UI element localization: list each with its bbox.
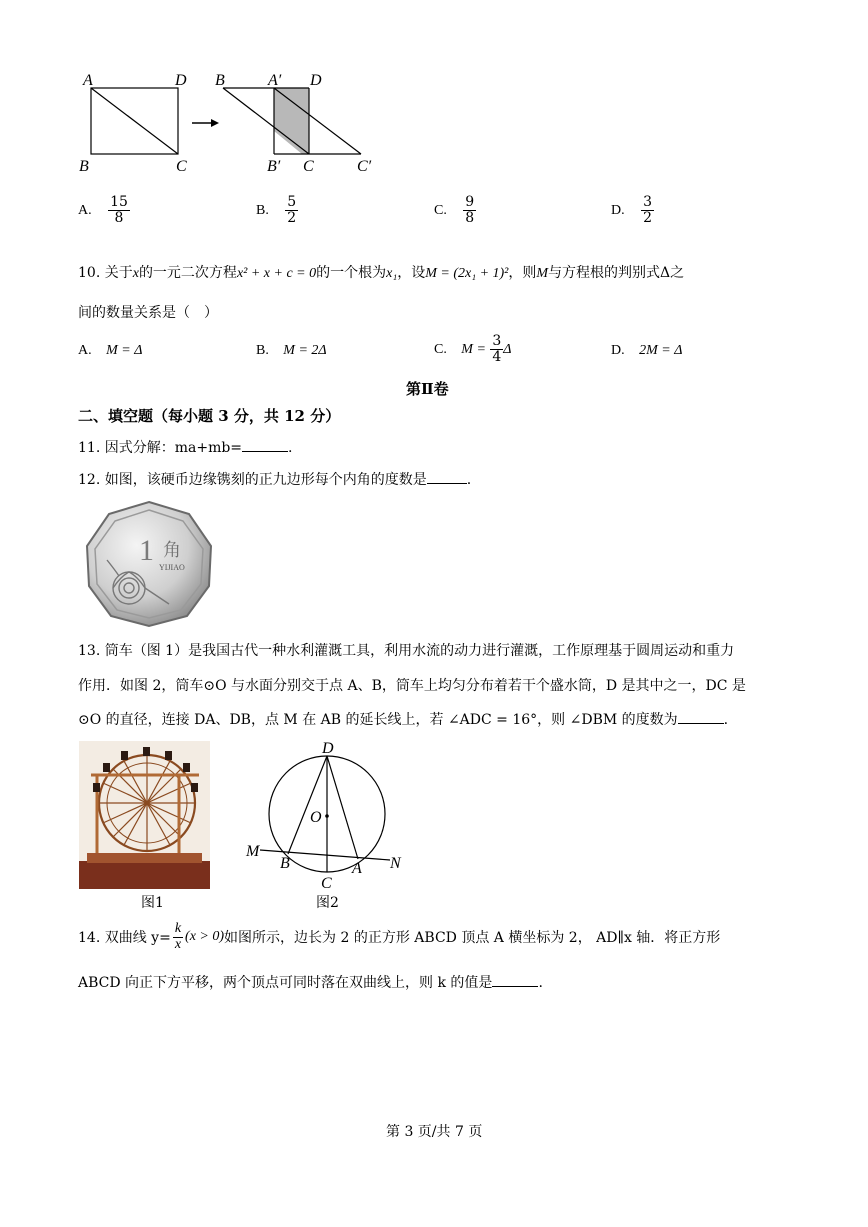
frac-den: 2 bbox=[287, 209, 297, 226]
option-expr: M = bbox=[461, 342, 486, 358]
frac-num: 3 bbox=[643, 194, 652, 210]
q13-line3 bbox=[78, 709, 728, 729]
option-letter: D. bbox=[611, 203, 625, 219]
math-m: M bbox=[536, 266, 549, 281]
option-letter: A. bbox=[78, 343, 92, 358]
q9-option-d bbox=[611, 195, 654, 225]
label-b-right: B bbox=[215, 72, 225, 89]
q9-option-a bbox=[78, 195, 130, 225]
q9-option-c bbox=[434, 195, 476, 225]
frac-num: 5 bbox=[287, 194, 297, 210]
text: ，则 bbox=[508, 265, 537, 281]
section-heading: 二、填空题（每小题 3 分，共 12 分） bbox=[78, 407, 341, 425]
option-letter: D. bbox=[611, 343, 625, 358]
diagonal-ac bbox=[91, 88, 178, 154]
circle-figure bbox=[240, 738, 410, 890]
answer-blank[interactable] bbox=[678, 723, 724, 724]
page-footer: 第 3 页/共 7 页 bbox=[386, 1124, 483, 1140]
text: 的一元二次方程 bbox=[138, 265, 237, 281]
q10-line1 bbox=[78, 262, 684, 282]
option-letter: A. bbox=[78, 203, 92, 219]
q11 bbox=[78, 437, 293, 457]
math-condition: (x > 0) bbox=[185, 929, 225, 945]
label-n: N bbox=[390, 855, 401, 872]
text: 的一个根为 bbox=[316, 265, 387, 281]
math-mdef: M = (2x₁ + 1)² bbox=[425, 266, 509, 281]
option-expr: M = Δ bbox=[106, 343, 143, 358]
question-text: ABCD 向正下方平移，两个顶点可同时落在双曲线上，则 k 的值是 bbox=[78, 975, 493, 991]
label-d: D bbox=[322, 740, 334, 757]
option-expr: 2M = Δ bbox=[639, 343, 683, 358]
q10-option-b bbox=[256, 342, 327, 359]
text: 关于 bbox=[104, 265, 133, 281]
option-letter: B. bbox=[256, 343, 269, 358]
question-text: 11. 因式分解：ma+mb= bbox=[78, 440, 243, 456]
option-expr: Δ bbox=[503, 342, 512, 358]
question-text: 14. 双曲线 y= bbox=[78, 930, 171, 947]
q13-line2: 作用．如图 2，筒车⊙O 与水面分别交于点 A、B，筒车上均匀分布着若干个盛水筒，D 是其中之一，DC 是 bbox=[78, 678, 746, 694]
answer-blank[interactable] bbox=[492, 986, 538, 987]
coin-digit: 1 bbox=[139, 534, 154, 567]
label-c-prime: C′ bbox=[357, 158, 372, 175]
answer-blank[interactable] bbox=[242, 451, 288, 452]
q10-number: 10. bbox=[78, 265, 101, 281]
math-equation: x² + x + c = 0 bbox=[236, 266, 317, 281]
question-text: 如图所示，边长为 2 的正方形 ABCD 顶点 A 横坐标为 2， AD∥x 轴．将正方形 bbox=[224, 930, 721, 947]
label-o: O bbox=[310, 809, 322, 826]
text: 与方程根的判别式Δ之 bbox=[548, 265, 685, 281]
option-letter: C. bbox=[434, 342, 447, 358]
label-a-prime: A′ bbox=[268, 72, 282, 89]
label-d-right: D bbox=[310, 72, 322, 89]
coin-pinyin: YIJIAO bbox=[159, 563, 185, 572]
question-text: 12. 如图，该硬币边缘镌刻的正九边形每个内角的度数是 bbox=[78, 472, 427, 488]
frac-den: 2 bbox=[643, 209, 652, 226]
frac-den: 8 bbox=[465, 209, 475, 226]
text: . bbox=[723, 712, 729, 728]
text: . bbox=[288, 440, 293, 456]
label-m: M bbox=[246, 843, 260, 860]
fig2-caption: 图2 bbox=[316, 895, 339, 911]
label-a: A bbox=[83, 72, 93, 89]
question-text: ⊙O 的直径，连接 DA、DB，点 M 在 AB 的延长线上，若 ∠ADC = 16°，则 ∠DBM 的度数为 bbox=[78, 712, 678, 728]
frac-num: 15 bbox=[110, 194, 128, 210]
answer-blank[interactable] bbox=[427, 483, 467, 484]
option-letter: B. bbox=[256, 203, 269, 219]
q13-line1: 13. 筒车（图 1）是我国古代一种水利灌溉工具，利用水流的动力进行灌溉，工作原理基于圆周运动和重力 bbox=[78, 643, 735, 659]
q12 bbox=[78, 469, 471, 489]
label-c: C bbox=[321, 875, 332, 890]
text: . bbox=[538, 975, 543, 991]
label-c-right: C bbox=[303, 158, 314, 175]
frac-den: x bbox=[174, 936, 182, 952]
volume-title: 第Ⅱ卷 bbox=[406, 380, 449, 398]
coin-char: 角 bbox=[163, 540, 181, 560]
math-x: x bbox=[132, 266, 139, 281]
q10-line2: 间的数量关系是（ ） bbox=[78, 305, 218, 321]
q9-option-b bbox=[256, 195, 298, 225]
frac-den: 4 bbox=[492, 348, 502, 365]
q14-line1 bbox=[78, 922, 720, 952]
option-letter: C. bbox=[434, 203, 447, 219]
water-wheel-image bbox=[79, 741, 210, 889]
frac-num: k bbox=[174, 921, 182, 936]
q10-option-a bbox=[78, 342, 142, 359]
label-b-prime: B′ bbox=[267, 158, 281, 175]
segment-db bbox=[288, 756, 327, 854]
q9-figure bbox=[75, 68, 395, 180]
math-root: x₁ bbox=[386, 266, 398, 281]
label-b: B bbox=[280, 855, 290, 872]
frac-num: 3 bbox=[492, 333, 502, 349]
label-d: D bbox=[175, 72, 187, 89]
segment-da bbox=[327, 756, 358, 859]
text: . bbox=[466, 472, 472, 488]
option-expr: M = 2Δ bbox=[283, 343, 327, 358]
label-c: C bbox=[176, 158, 187, 175]
q10-option-c bbox=[434, 334, 512, 364]
frac-num: 9 bbox=[465, 194, 475, 210]
label-a: A bbox=[352, 860, 362, 877]
coin-image bbox=[79, 500, 219, 628]
frac-den: 8 bbox=[114, 209, 124, 226]
label-b: B bbox=[79, 158, 89, 175]
q14-line2 bbox=[78, 972, 543, 992]
q10-option-d bbox=[611, 342, 682, 359]
text: ，设 bbox=[397, 265, 426, 281]
fig1-caption: 图1 bbox=[141, 895, 164, 911]
